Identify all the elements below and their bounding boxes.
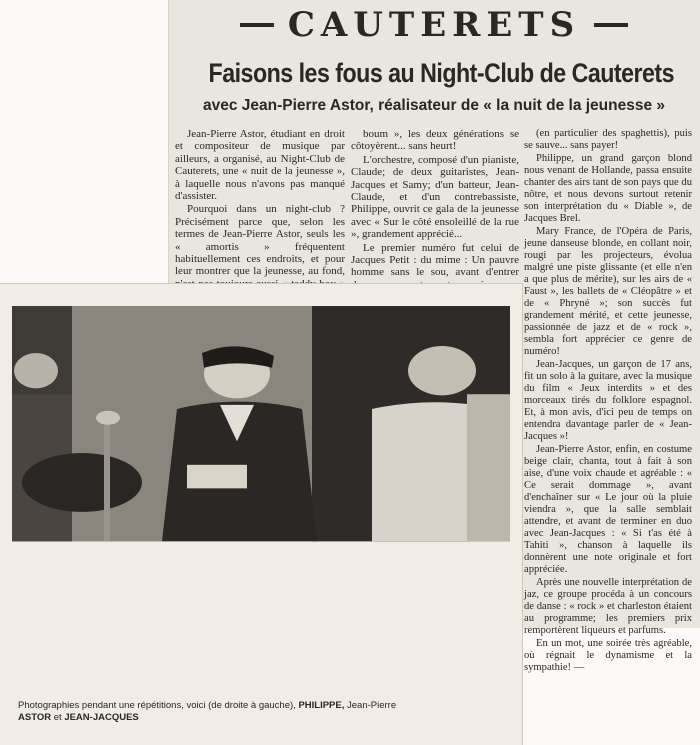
paragraph: Le premier numéro fut celui de Jacques Petit : du mime : Un pauvre homme sans le sou, avant d'entrer xyxy=(351,241,519,279)
paragraph: Après une nouvelle interprétation de jaz, ce groupe procéda à un concours de danse : « rock » et charleston étaient au programme; les premiers prix remportèrent liqueurs et parfums. xyxy=(524,577,692,636)
caption-name: PHILIPPE, xyxy=(298,700,345,711)
masthead-title: CAUTERETS xyxy=(287,5,581,45)
paragraph: L'orchestre, composé d'un pianiste, Claude; de deux guitaristes, Jean-Jacques et Samy; d'un batteur, Jean-Claude, et d'un contrebassiste, Philippe, ouvrit ce gala de la jeunesse avec « Sur le côté ensoleillé de la rue », grandement apprécié... xyxy=(351,153,519,241)
caption-name: Jean-Pierre xyxy=(347,700,397,711)
photo-clipping xyxy=(0,283,523,745)
headline: Faisons les fous au Night-Club de Cauterets xyxy=(208,58,675,88)
photo-caption xyxy=(18,700,518,724)
masthead-rule-right xyxy=(594,23,628,27)
paragraph: En un mot, une soirée très agréable, où régnait le dynamisme et la sympathie! — xyxy=(524,638,692,673)
caption-name: JEAN-JACQUES xyxy=(64,712,139,723)
caption-joiner: et xyxy=(53,712,62,723)
band-photograph xyxy=(12,306,510,706)
paragraph: Jean-Jacques, un garçon de 17 ans, fit un solo à la guitare, avec la musique du film « Jeux interdits » et des morceaux tirés du folklore espagnol. Et, à mon avis, d'ici peu de temps on entendra davantage parler de « Jean-Jacques »! xyxy=(524,359,692,442)
caption-name: ASTOR xyxy=(18,712,52,723)
paragraph: Jean-Pierre Astor, étudiant en droit et compositeur de musique par ailleurs, a organisé, au Night-Club de Cauterets, une « nuit de la jeunesse », à laquelle nous n'avons pas manqué d'assister. xyxy=(175,128,345,203)
paragraph: Jean-Pierre Astor, enfin, en costume beige clair, chanta, tout à fait à son aise, d'une voix chaude et agréable : « Ce serait dommage », avant d'enchaîner sur « Le jour où la pluie viendra », que la salle semblait attendre, et avant de terminer en duo avec Jean-Jacques : « Si t'as été à Tahiti », chanson à laquelle ils donnèrent une note originale et fort appréciée. xyxy=(524,444,692,575)
masthead xyxy=(168,0,700,50)
subhead: avec Jean-Pierre Astor, réalisateur de « la nuit de la jeunesse » xyxy=(202,97,666,114)
paragraph: Pourquoi dans un night-club ? Précisément parce que, selon les termes de Jean-Pierre Astor, seuls les « amortis » fréquentent habituellement ces endroits, et pour leur montrer que la jeunesse, au fond, xyxy=(175,203,345,278)
masthead-rule-left xyxy=(240,23,274,27)
paragraph: (en particulier des spaghettis), puis se sauve... sans payer! xyxy=(524,128,692,151)
caption-lead: Photographies pendant une répétitions, voici (de droite à gauche), xyxy=(18,700,296,711)
paragraph: Philippe, un grand garçon blond nous venant de Hollande, passa ensuite chanter des airs tant de son pays que du nôtre, et nous devons surtout retenir son interprétation du « Diable », de Jacques Brel. xyxy=(524,153,692,224)
paragraph: boum », les deux générations se côtoyèrent... sans heurt! xyxy=(351,128,519,153)
paragraph: Mary France, de l'Opéra de Paris, jeune danseuse blonde, en collant noir, rougi par les projecteurs, évolua malgré une piste glissante (et elle n'en a que plus de mérite), sur les airs de « Faust », les ballets de « Cléopâtre » et de « Phryné »; son succès fut grandement mérité, et cette jeunesse, passionnée de jazz et de « rock », sembla fort apprécier ce genre de numéro! xyxy=(524,226,692,357)
article-column-3 xyxy=(524,128,692,675)
